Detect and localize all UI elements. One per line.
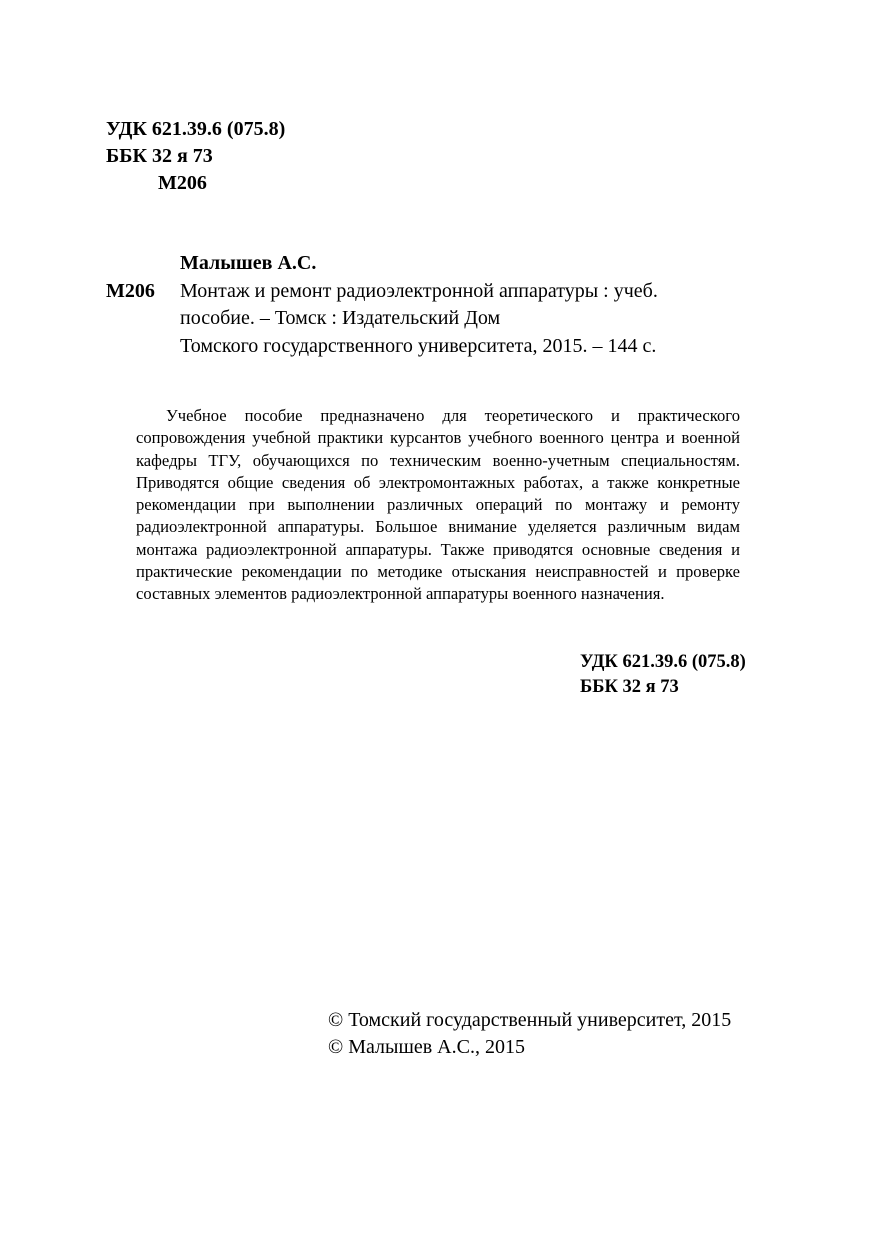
title-row [106, 278, 806, 306]
author-mark: М206 [158, 172, 207, 194]
bbk-code: ББК 32 я 73 [106, 145, 213, 167]
copyright-author: © Малышев А.С., 2015 [328, 1036, 525, 1058]
bibliographic-record [106, 250, 806, 360]
author-name: Малышев А.С. [180, 252, 317, 274]
bbk-code-bottom: ББК 32 я 73 [580, 677, 679, 697]
book-title-line-1: Монтаж и ремонт радиоэлектронной аппаратуры : учеб. [180, 279, 658, 302]
copyright-block [328, 1007, 731, 1061]
udk-code: УДК 621.39.6 (075.8) [106, 118, 286, 140]
abstract-paragraph: Учебное пособие предназначено для теоретического и практического сопровождения учебной практики курсантов учебного военного центра и военной кафедры ТГУ, обучающихся по техническим военно-учетным специальностям. Приводятся общие сведения об электромонтажных работах, а также конкретные рекомендации при выполнении различных операций по монтажу и ремонту радиоэлектронной аппаратуры. Большое внимание уделяется различным видам монтажа радиоэлектронной аппаратуры. Также приводятся основные сведения и практические рекомендации по методике отыскания неисправностей и проверке составных элементов радиоэлектронной аппаратуры военного назначения. [136, 406, 740, 604]
record-author-mark: М206 [106, 279, 155, 302]
copyright-university: © Томский государственный университет, 2015 [328, 1009, 732, 1031]
classification-block-bottom [580, 650, 746, 700]
udk-code-bottom: УДК 621.39.6 (075.8) [580, 652, 746, 672]
classification-block-top [106, 116, 285, 197]
book-title-line-2: пособие. – Томск : Издательский Дом [180, 307, 501, 329]
book-title-line-3: Томского государственного университета, 2015. – 144 с. [180, 334, 657, 357]
